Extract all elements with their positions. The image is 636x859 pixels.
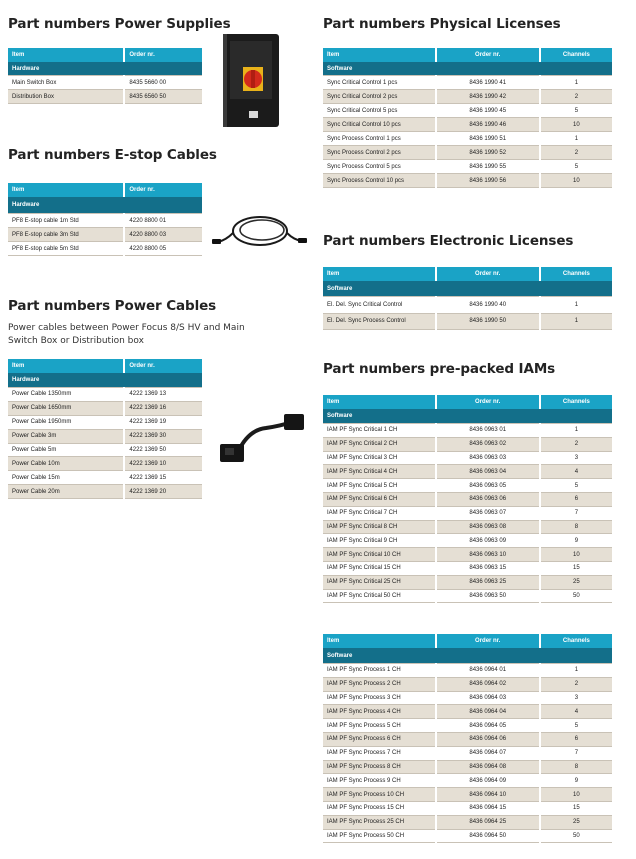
item-cell: El. Del. Sync Critical Control	[323, 297, 436, 314]
column-header: Order nr.	[124, 359, 202, 373]
order-number-cell: 8435 6560 50	[124, 90, 202, 104]
item-cell: Sync Process Control 1 pcs	[323, 132, 436, 146]
order-number-cell: 4222 1369 19	[124, 415, 202, 429]
item-cell: IAM PF Sync Critical 6 CH	[323, 492, 436, 506]
item-cell: IAM PF Sync Critical 15 CH	[323, 561, 436, 575]
item-cell: Sync Process Control 5 pcs	[323, 160, 436, 174]
table-header-row	[323, 48, 612, 62]
item-cell: IAM PF Sync Critical 25 CH	[323, 575, 436, 589]
parts-table	[323, 634, 612, 843]
item-cell: IAM PF Sync Process 6 CH	[323, 732, 436, 746]
item-cell: IAM PF Sync Process 5 CH	[323, 719, 436, 733]
parts-table	[323, 48, 612, 188]
order-number-cell: 8436 1990 41	[436, 76, 540, 90]
order-number-cell: 8436 1990 50	[436, 313, 540, 330]
table-row	[323, 677, 612, 691]
column-header: Item	[8, 359, 124, 373]
table-row	[323, 534, 612, 548]
order-number-cell: 8436 0963 25	[436, 575, 540, 589]
order-number-cell: 4222 1369 13	[124, 388, 202, 402]
order-number-cell: 8436 0964 50	[436, 829, 540, 843]
column-header: Item	[323, 634, 436, 648]
channels-cell: 15	[540, 801, 612, 815]
channels-cell: 5	[540, 719, 612, 733]
section-power-supplies	[8, 16, 231, 104]
item-cell: IAM PF Sync Process 9 CH	[323, 774, 436, 788]
item-cell: IAM PF Sync Critical 50 CH	[323, 589, 436, 603]
channels-cell: 2	[540, 146, 612, 160]
parts-table	[8, 48, 202, 104]
table-row	[323, 437, 612, 451]
section-electronic-licenses	[323, 233, 612, 330]
table-row	[323, 589, 612, 603]
table-row	[8, 471, 202, 485]
table-group-row	[8, 62, 202, 76]
item-cell: Power Cable 5m	[8, 443, 124, 457]
order-number-cell: 8436 0964 01	[436, 664, 540, 678]
channels-cell: 2	[540, 90, 612, 104]
order-number-cell: 8436 0963 08	[436, 520, 540, 534]
item-cell: IAM PF Sync Critical 2 CH	[323, 437, 436, 451]
channels-cell: 25	[540, 575, 612, 589]
table-row	[323, 90, 612, 104]
order-number-cell: 8436 0964 06	[436, 732, 540, 746]
channels-cell: 1	[540, 664, 612, 678]
estop-cable-image	[212, 210, 308, 257]
channels-cell: 1	[540, 76, 612, 90]
column-header: Channels	[540, 267, 612, 281]
table-row	[8, 457, 202, 471]
table-row	[323, 705, 612, 719]
table-row	[323, 479, 612, 493]
item-cell: IAM PF Sync Critical 8 CH	[323, 520, 436, 534]
table-group-row	[8, 373, 202, 388]
channels-cell: 6	[540, 732, 612, 746]
item-cell: IAM PF Sync Process 1 CH	[323, 664, 436, 678]
column-header: Order nr.	[124, 48, 202, 62]
item-cell: Power Cable 1950mm	[8, 415, 124, 429]
group-label: Hardware	[8, 197, 202, 214]
order-number-cell: 8435 5660 00	[124, 76, 202, 90]
table-row	[8, 90, 202, 104]
section-title: Part numbers Electronic Licenses	[323, 233, 574, 249]
channels-cell: 5	[540, 104, 612, 118]
table-row	[323, 788, 612, 802]
order-number-cell: 8436 1990 56	[436, 174, 540, 188]
table-row	[323, 815, 612, 829]
table-row	[323, 76, 612, 90]
channels-cell: 4	[540, 705, 612, 719]
table-header-row	[8, 359, 202, 373]
section-title: Part numbers pre-packed IAMs	[323, 361, 556, 377]
channels-cell: 3	[540, 691, 612, 705]
section-title: Part numbers Physical Licenses	[323, 16, 561, 32]
table-row	[323, 313, 612, 330]
channels-cell: 3	[540, 451, 612, 465]
item-cell: IAM PF Sync Process 2 CH	[323, 677, 436, 691]
order-number-cell: 8436 0963 06	[436, 492, 540, 506]
order-number-cell: 4220 8800 01	[124, 214, 202, 228]
table-group-row	[323, 409, 612, 424]
table-header-row	[323, 267, 612, 281]
item-cell: IAM PF Sync Critical 1 CH	[323, 424, 436, 438]
table-row	[323, 746, 612, 760]
channels-cell: 1	[540, 132, 612, 146]
table-row	[323, 174, 612, 188]
column-header: Order nr.	[436, 267, 540, 281]
table-row	[323, 691, 612, 705]
table-row	[323, 104, 612, 118]
order-number-cell: 8436 1990 45	[436, 104, 540, 118]
channels-cell: 15	[540, 561, 612, 575]
table-row	[323, 561, 612, 575]
channels-cell: 10	[540, 118, 612, 132]
table-group-row	[8, 197, 202, 214]
item-cell: Distribution Box	[8, 90, 124, 104]
table-row	[8, 76, 202, 90]
channels-cell: 1	[540, 297, 612, 314]
order-number-cell: 8436 1990 46	[436, 118, 540, 132]
order-number-cell: 8436 1990 51	[436, 132, 540, 146]
table-row	[8, 242, 202, 256]
order-number-cell: 8436 0963 02	[436, 437, 540, 451]
item-cell: Sync Critical Control 10 pcs	[323, 118, 436, 132]
section-power-cables	[8, 298, 248, 499]
item-cell: IAM PF Sync Process 7 CH	[323, 746, 436, 760]
table-row	[323, 451, 612, 465]
group-label: Software	[323, 409, 612, 424]
item-cell: IAM PF Sync Process 25 CH	[323, 815, 436, 829]
channels-cell: 4	[540, 465, 612, 479]
table-row	[323, 118, 612, 132]
table-row	[323, 160, 612, 174]
table-row	[323, 492, 612, 506]
order-number-cell: 8436 0964 03	[436, 691, 540, 705]
order-number-cell: 8436 0964 09	[436, 774, 540, 788]
column-header: Channels	[540, 395, 612, 409]
item-cell: IAM PF Sync Critical 10 CH	[323, 548, 436, 562]
table-row	[323, 719, 612, 733]
table-row	[8, 214, 202, 228]
table-row	[323, 506, 612, 520]
table-row	[323, 664, 612, 678]
table-row	[323, 732, 612, 746]
group-label: Software	[323, 62, 612, 76]
column-header: Order nr.	[436, 48, 540, 62]
channels-cell: 7	[540, 506, 612, 520]
table-row	[323, 520, 612, 534]
column-header: Item	[8, 48, 124, 62]
item-cell: IAM PF Sync Process 8 CH	[323, 760, 436, 774]
item-cell: PF8 E-stop cable 5m Std	[8, 242, 124, 256]
table-row	[323, 297, 612, 314]
channels-cell: 10	[540, 548, 612, 562]
section-iams-process	[323, 634, 612, 843]
order-number-cell: 8436 0964 05	[436, 719, 540, 733]
column-header: Item	[323, 395, 436, 409]
item-cell: Sync Process Control 10 pcs	[323, 174, 436, 188]
item-cell: Power Cable 3m	[8, 429, 124, 443]
order-number-cell: 4220 8800 03	[124, 228, 202, 242]
item-cell: IAM PF Sync Critical 9 CH	[323, 534, 436, 548]
item-cell: IAM PF Sync Process 4 CH	[323, 705, 436, 719]
column-header: Item	[323, 267, 436, 281]
table-row	[323, 146, 612, 160]
section-title: Part numbers Power Cables	[8, 298, 217, 314]
channels-cell: 50	[540, 589, 612, 603]
order-number-cell: 4222 1369 50	[124, 443, 202, 457]
channels-cell: 9	[540, 534, 612, 548]
order-number-cell: 8436 1990 55	[436, 160, 540, 174]
order-number-cell: 8436 1990 40	[436, 297, 540, 314]
column-header: Order nr.	[124, 183, 202, 197]
channels-cell: 8	[540, 520, 612, 534]
item-cell: Power Cable 1350mm	[8, 388, 124, 402]
order-number-cell: 8436 0964 08	[436, 760, 540, 774]
section-description: Power cables between Power Focus 8/S HV and Main Switch Box or Distribution box	[8, 323, 245, 346]
order-number-cell: 8436 1990 52	[436, 146, 540, 160]
order-number-cell: 8436 0964 15	[436, 801, 540, 815]
order-number-cell: 8436 0963 09	[436, 534, 540, 548]
item-cell: PF8 E-stop cable 1m Std	[8, 214, 124, 228]
section-estop-cables	[8, 147, 217, 256]
order-number-cell: 8436 0963 15	[436, 561, 540, 575]
channels-cell: 2	[540, 437, 612, 451]
channels-cell: 6	[540, 492, 612, 506]
table-row	[323, 575, 612, 589]
item-cell: Main Switch Box	[8, 76, 124, 90]
order-number-cell: 8436 0964 25	[436, 815, 540, 829]
column-header: Order nr.	[436, 395, 540, 409]
item-cell: El. Del. Sync Process Control	[323, 313, 436, 330]
order-number-cell: 8436 0964 07	[436, 746, 540, 760]
order-number-cell: 8436 0964 10	[436, 788, 540, 802]
parts-table	[323, 267, 612, 330]
item-cell: PF8 E-stop cable 3m Std	[8, 228, 124, 242]
column-header: Channels	[540, 48, 612, 62]
item-cell: Sync Critical Control 2 pcs	[323, 90, 436, 104]
parts-table	[8, 183, 202, 256]
channels-cell: 8	[540, 760, 612, 774]
section-pre-packed-iams	[323, 361, 612, 603]
order-number-cell: 8436 0964 04	[436, 705, 540, 719]
order-number-cell: 8436 0963 01	[436, 424, 540, 438]
parts-table	[323, 395, 612, 603]
table-row	[8, 443, 202, 457]
section-title: Part numbers Power Supplies	[8, 16, 231, 32]
item-cell: IAM PF Sync Critical 4 CH	[323, 465, 436, 479]
item-cell: Power Cable 15m	[8, 471, 124, 485]
order-number-cell: 8436 0963 07	[436, 506, 540, 520]
channels-cell: 2	[540, 677, 612, 691]
order-number-cell: 4222 1369 10	[124, 457, 202, 471]
item-cell: Sync Critical Control 5 pcs	[323, 104, 436, 118]
order-number-cell: 8436 1990 42	[436, 90, 540, 104]
table-row	[8, 401, 202, 415]
item-cell: Sync Critical Control 1 pcs	[323, 76, 436, 90]
order-number-cell: 8436 0963 04	[436, 465, 540, 479]
table-row	[8, 429, 202, 443]
table-header-row	[8, 48, 202, 62]
channels-cell: 1	[540, 424, 612, 438]
group-label: Hardware	[8, 62, 202, 76]
group-label: Software	[323, 648, 612, 664]
order-number-cell: 4220 8800 05	[124, 242, 202, 256]
channels-cell: 9	[540, 774, 612, 788]
item-cell: IAM PF Sync Critical 3 CH	[323, 451, 436, 465]
table-row	[8, 415, 202, 429]
item-cell: Power Cable 10m	[8, 457, 124, 471]
order-number-cell: 4222 1369 16	[124, 401, 202, 415]
column-header: Item	[323, 48, 436, 62]
power-cable-image	[218, 410, 310, 477]
table-header-row	[323, 634, 612, 648]
group-label: Hardware	[8, 373, 202, 388]
parts-table	[8, 359, 202, 499]
item-cell: IAM PF Sync Critical 7 CH	[323, 506, 436, 520]
table-row	[323, 465, 612, 479]
item-cell: IAM PF Sync Process 10 CH	[323, 788, 436, 802]
channels-cell: 1	[540, 313, 612, 330]
table-row	[323, 424, 612, 438]
order-number-cell: 8436 0963 05	[436, 479, 540, 493]
item-cell: Power Cable 20m	[8, 485, 124, 499]
section-physical-licenses	[323, 16, 612, 188]
table-group-row	[323, 281, 612, 297]
item-cell: IAM PF Sync Process 15 CH	[323, 801, 436, 815]
table-row	[323, 760, 612, 774]
item-cell: Power Cable 1650mm	[8, 401, 124, 415]
table-row	[323, 829, 612, 843]
channels-cell: 10	[540, 174, 612, 188]
order-number-cell: 8436 0964 02	[436, 677, 540, 691]
column-header: Order nr.	[436, 634, 540, 648]
item-cell: IAM PF Sync Critical 5 CH	[323, 479, 436, 493]
column-header: Item	[8, 183, 124, 197]
section-title: Part numbers E-stop Cables	[8, 147, 217, 163]
table-row	[323, 132, 612, 146]
table-row	[8, 228, 202, 242]
table-header-row	[8, 183, 202, 197]
order-number-cell: 8436 0963 03	[436, 451, 540, 465]
channels-cell: 5	[540, 479, 612, 493]
group-label: Software	[323, 281, 612, 297]
table-row	[323, 548, 612, 562]
channels-cell: 7	[540, 746, 612, 760]
channels-cell: 5	[540, 160, 612, 174]
channels-cell: 10	[540, 788, 612, 802]
order-number-cell: 4222 1369 20	[124, 485, 202, 499]
table-group-row	[323, 62, 612, 76]
table-header-row	[323, 395, 612, 409]
table-row	[8, 485, 202, 499]
table-row	[323, 774, 612, 788]
item-cell: Sync Process Control 2 pcs	[323, 146, 436, 160]
table-row	[323, 801, 612, 815]
table-row	[8, 388, 202, 402]
order-number-cell: 8436 0963 50	[436, 589, 540, 603]
order-number-cell: 4222 1369 30	[124, 429, 202, 443]
channels-cell: 25	[540, 815, 612, 829]
order-number-cell: 8436 0963 10	[436, 548, 540, 562]
table-group-row	[323, 648, 612, 664]
item-cell: IAM PF Sync Process 3 CH	[323, 691, 436, 705]
channels-cell: 50	[540, 829, 612, 843]
order-number-cell: 4222 1369 15	[124, 471, 202, 485]
column-header: Channels	[540, 634, 612, 648]
item-cell: IAM PF Sync Process 50 CH	[323, 829, 436, 843]
main-switch-box-image	[222, 31, 282, 134]
